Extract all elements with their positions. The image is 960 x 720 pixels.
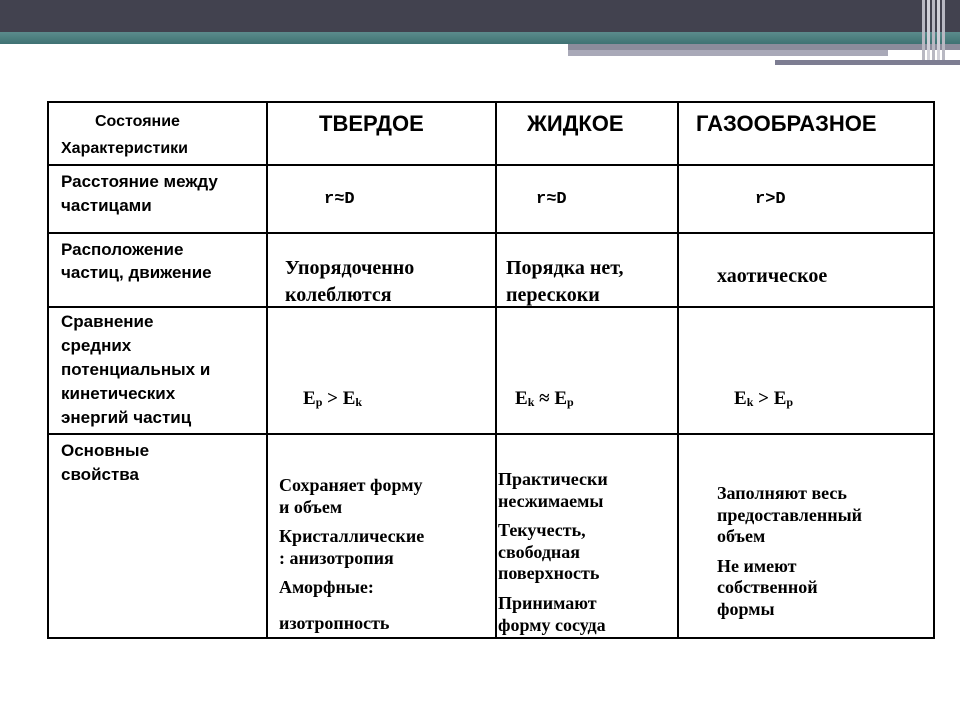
distance-liquid: r≈D bbox=[536, 190, 567, 209]
property-item: Сохраняет форму и объем bbox=[279, 475, 423, 517]
column-header-solid: ТВЕРДОЕ bbox=[319, 111, 424, 136]
row-label-energy: потенциальных и bbox=[61, 360, 211, 379]
header-band-teal bbox=[0, 32, 960, 44]
table-gridline bbox=[266, 103, 268, 637]
header-corner-characteristics: Характеристики bbox=[61, 140, 189, 157]
arrangement-solid: Упорядоченно bbox=[285, 257, 415, 279]
table-gridline bbox=[49, 433, 933, 435]
property-item: Аморфные: bbox=[279, 577, 374, 598]
row-label-distance: частицами bbox=[61, 196, 152, 215]
properties-liquid bbox=[498, 469, 608, 644]
header-accent-bar bbox=[775, 60, 960, 65]
header-stripes bbox=[922, 0, 946, 60]
row-label-properties: свойства bbox=[61, 465, 139, 484]
row-label-energy: кинетических bbox=[61, 384, 176, 403]
property-item: Кристаллические : анизотропия bbox=[279, 526, 425, 568]
column-header-gas: ГАЗООБРАЗНОЕ bbox=[696, 111, 877, 136]
row-label-energy: средних bbox=[61, 336, 132, 355]
row-label-energy: Сравнение bbox=[61, 312, 154, 331]
energy-solid: $E_p > E_k$ bbox=[303, 388, 363, 409]
energy-gas: $E_k > E_p$ bbox=[734, 388, 794, 409]
property-item: Заполняют весь предоставленный объем bbox=[717, 483, 863, 547]
row-label-arrangement: Расположение bbox=[61, 240, 184, 259]
row-label-energy: энергий частиц bbox=[61, 408, 192, 427]
header-corner-state: Состояние bbox=[95, 113, 180, 130]
property-item: Принимают форму сосуда bbox=[498, 592, 606, 635]
header-accent-bar bbox=[568, 50, 888, 56]
table-gridline bbox=[49, 164, 933, 166]
arrangement-liquid: Порядка нет, bbox=[506, 257, 624, 279]
row-label-distance: Расстояние между bbox=[61, 172, 218, 191]
distance-solid: r≈D bbox=[324, 190, 355, 209]
table-gridline bbox=[677, 103, 679, 637]
table-gridline bbox=[49, 232, 933, 234]
properties-gas bbox=[717, 483, 862, 629]
states-of-matter-table bbox=[47, 101, 935, 639]
column-header-liquid: ЖИДКОЕ bbox=[527, 111, 624, 136]
row-label-properties: Основные bbox=[61, 441, 150, 460]
distance-gas: r>D bbox=[755, 190, 786, 209]
arrangement-liquid: перескоки bbox=[506, 284, 600, 306]
table-gridline bbox=[49, 306, 933, 308]
energy-liquid: $E_k \approx E_p$ bbox=[515, 388, 574, 409]
properties-solid bbox=[279, 475, 424, 643]
header-band-dark bbox=[0, 0, 960, 32]
row-label-arrangement: частиц, движение bbox=[61, 263, 212, 282]
arrangement-solid: колеблются bbox=[285, 284, 392, 306]
property-item: изотропность bbox=[279, 612, 390, 633]
property-item: Практически несжимаемы bbox=[498, 469, 608, 511]
property-item: Текучесть, свободная поверхность bbox=[498, 520, 600, 584]
property-item: Не имеют собственной формы bbox=[717, 555, 818, 619]
table-gridline bbox=[495, 103, 497, 637]
arrangement-gas: хаотическое bbox=[717, 265, 828, 287]
